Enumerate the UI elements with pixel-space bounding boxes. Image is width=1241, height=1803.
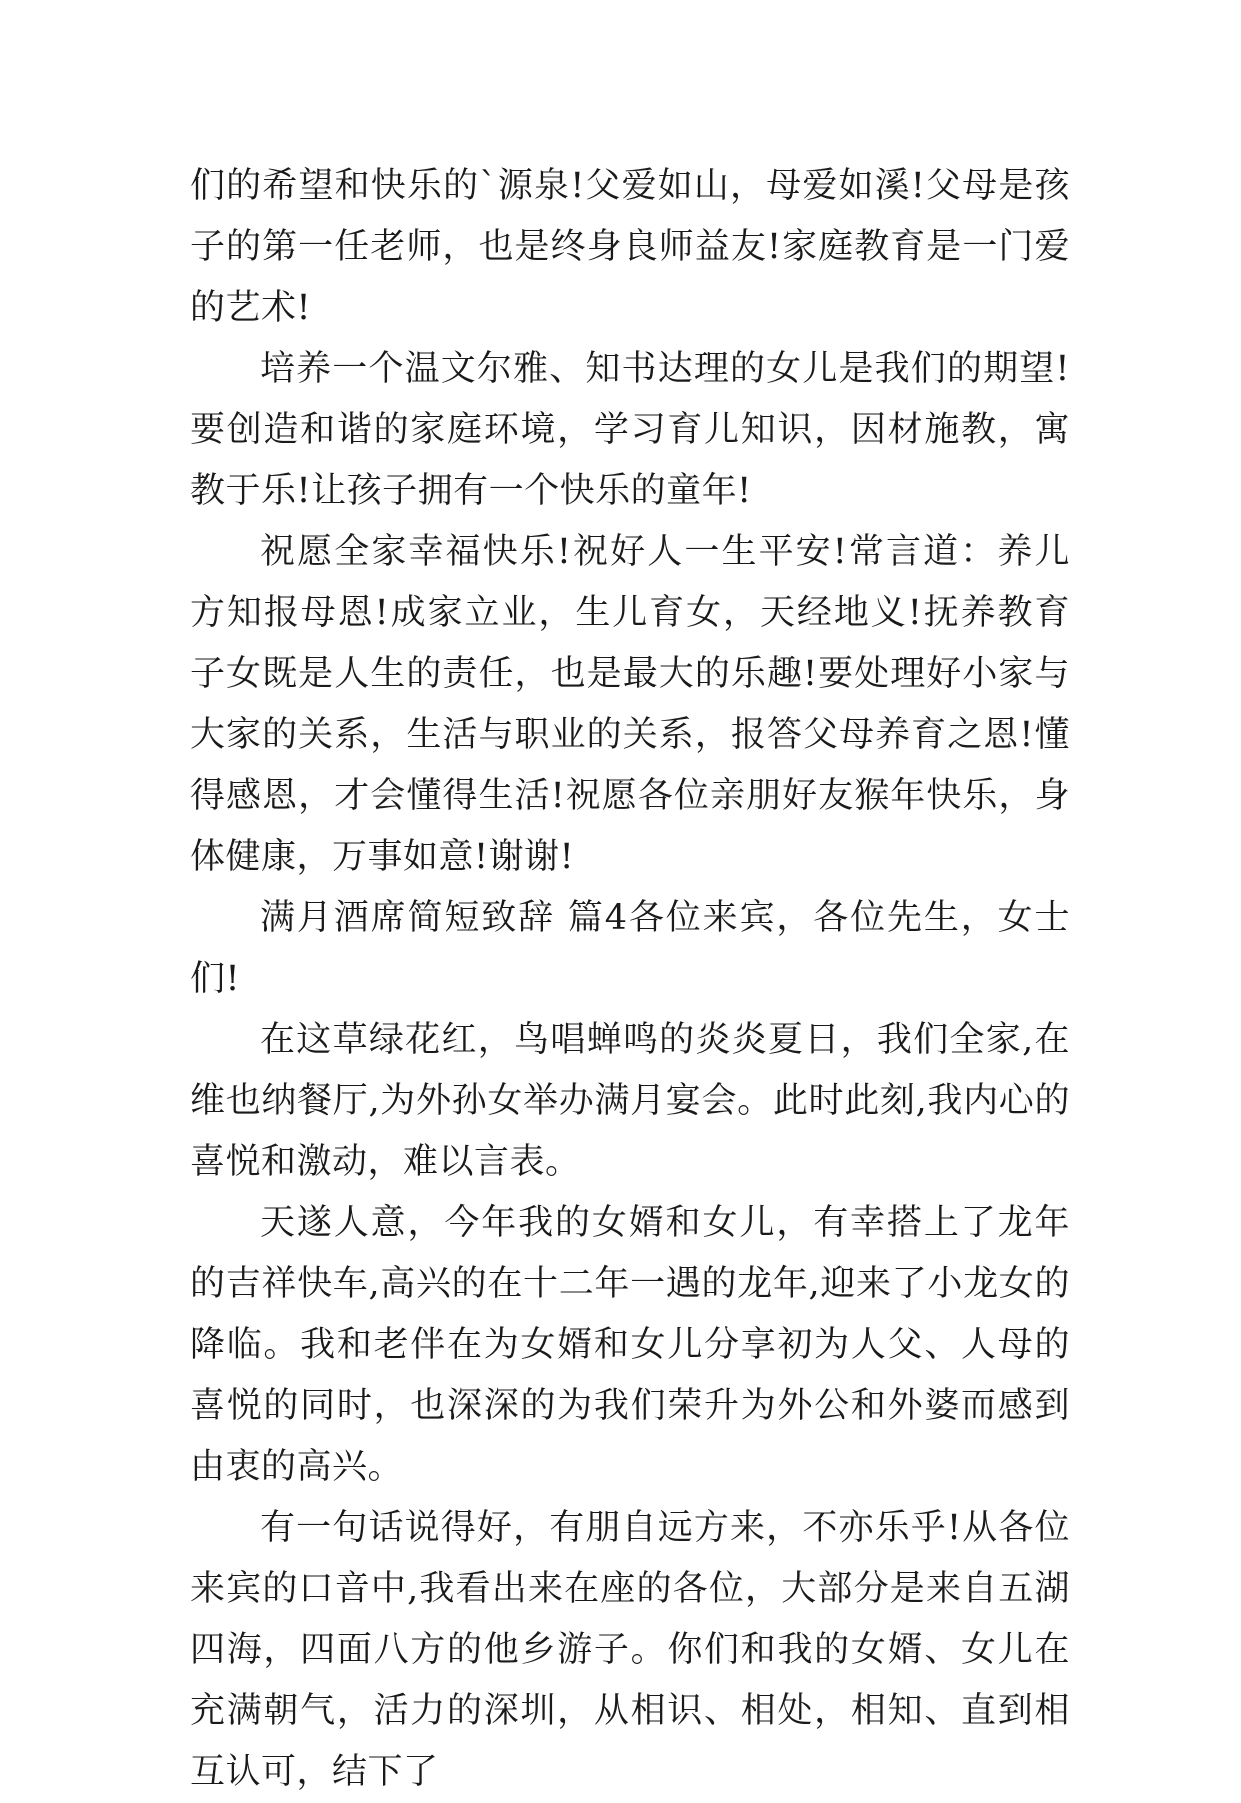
paragraph-6: 天遂人意，今年我的女婿和女儿，有幸搭上了龙年的吉祥快车,高兴的在十二年一遇的龙年,迎来了小龙女的降临。我和老伴在为女婿和女儿分享初为人父、人母的喜悦的同时，也深深的为我们荣升为外公和外婆而感到由衷的高兴。	[190, 1203, 1070, 1487]
paragraph-1: 们的希望和快乐的`源泉!父爱如山，母爱如溪!父母是孩子的第一任老师，也是终身良师益友!家庭教育是一门爱的艺术!	[190, 166, 1070, 328]
document-body	[190, 156, 1070, 1803]
paragraph-4-heading: 满月酒席简短致辞 篇4各位来宾，各位先生，女士们!	[190, 898, 1070, 999]
paragraph-2: 培养一个温文尔雅、知书达理的女儿是我们的期望!要创造和谐的家庭环境，学习育儿知识，因材施教，寓教于乐!让孩子拥有一个快乐的童年!	[190, 349, 1070, 511]
paragraph-7: 有一句话说得好，有朋自远方来，不亦乐乎!从各位来宾的口音中,我看出来在座的各位，大部分是来自五湖四海，四面八方的他乡游子。你们和我的女婿、女儿在充满朝气，活力的深圳，从相识、相处，相知、直到相互认可，结下了	[190, 1508, 1070, 1792]
paragraph-5: 在这草绿花红，鸟唱蝉鸣的炎炎夏日，我们全家,在维也纳餐厅,为外孙女举办满月宴会。此时此刻,我内心的喜悦和激动，难以言表。	[190, 1020, 1070, 1182]
paragraph-3: 祝愿全家幸福快乐!祝好人一生平安!常言道：养儿方知报母恩!成家立业，生儿育女，天经地义!抚养教育子女既是人生的责任，也是最大的乐趣!要处理好小家与大家的关系，生活与职业的关系，报答父母养育之恩!懂得感恩，才会懂得生活!祝愿各位亲朋好友猴年快乐，身体健康，万事如意!谢谢!	[190, 532, 1070, 877]
